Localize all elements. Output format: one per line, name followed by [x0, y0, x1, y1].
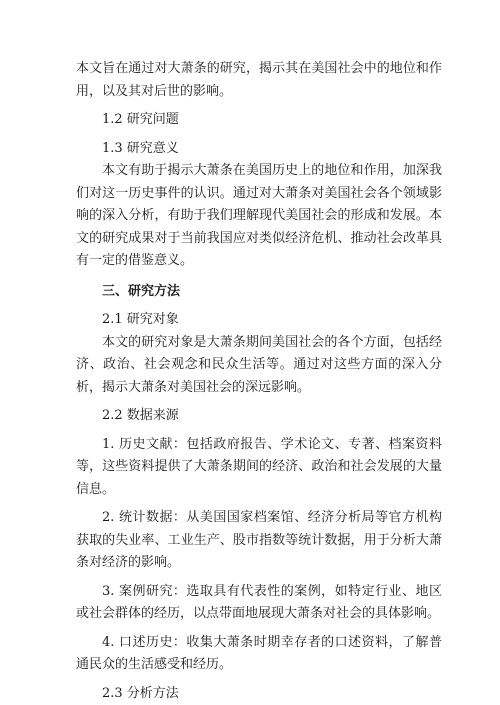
data-source-item-oral-history: 4. 口述历史：收集大萧条时期幸存者的口述资料，了解普通民众的生活感受和经历。 — [76, 632, 442, 677]
document-body — [76, 58, 442, 705]
heading-2-3-analysis-methods: 2.3 分析方法 — [76, 683, 442, 705]
heading-2-1-research-object: 2.1 研究对象 — [76, 309, 442, 332]
heading-2-2-data-sources: 2.2 数据来源 — [76, 405, 442, 428]
data-source-item-historical-documents: 1. 历史文献：包括政府报告、学术论文、专著、档案资料等，这些资料提供了大萧条期间的经济、政治和社会发展的大量信息。 — [76, 434, 442, 502]
heading-1-3-research-significance: 1.3 研究意义 — [76, 138, 442, 161]
research-object-paragraph: 本文的研究对象是大萧条期间美国社会的各个方面，包括经济、政治、社会观念和民众生活等。通过对这些方面的深入分析，揭示大萧条对美国社会的深远影响。 — [76, 332, 442, 400]
data-source-item-statistics: 2. 统计数据：从美国国家档案馆、经济分析局等官方机构获取的失业率、工业生产、股市指数等统计数据，用于分析大萧条对经济的影响。 — [76, 507, 442, 575]
data-source-item-case-studies: 3. 案例研究：选取具有代表性的案例，如特定行业、地区或社会群体的经历，以点带面地展现大萧条对社会的具体影响。 — [76, 581, 442, 626]
intro-paragraph-end: 本文旨在通过对大萧条的研究，揭示其在美国社会中的地位和作用，以及其对后世的影响。 — [76, 58, 442, 103]
heading-section-3-research-methods: 三、研究方法 — [76, 281, 442, 304]
significance-paragraph: 本文有助于揭示大萧条在美国历史上的地位和作用，加深我们对这一历史事件的认识。通过对大萧条对美国社会各个领域影响的深入分析，有助于我们理解现代美国社会的形成和发展。本文的研究成果对于当前我国应对类似经济危机、推动社会改革具有一定的借鉴意义。 — [76, 160, 442, 273]
heading-1-2-research-questions: 1.2 研究问题 — [76, 109, 442, 132]
